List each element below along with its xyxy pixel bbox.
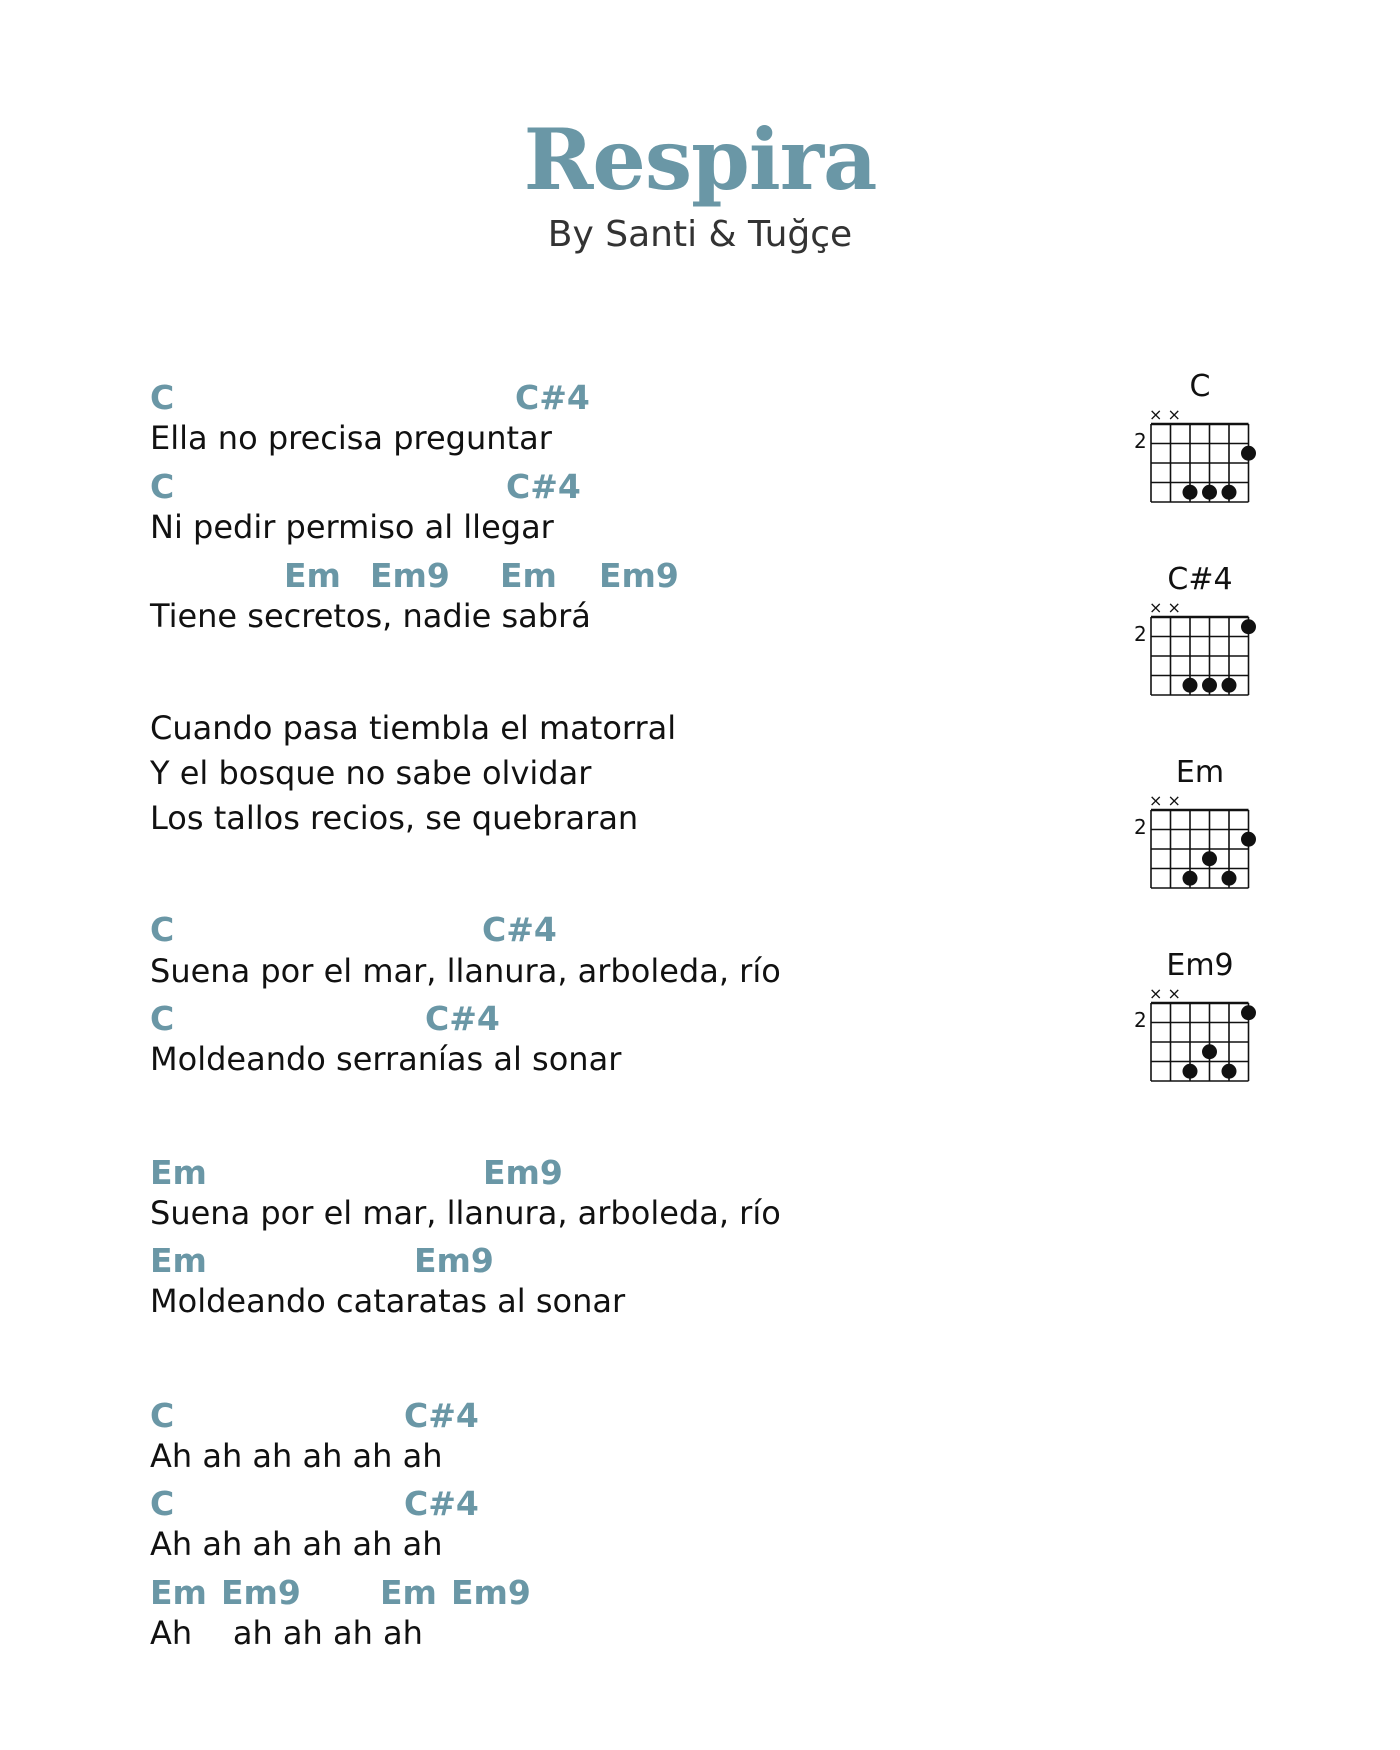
chord-label: Em — [500, 556, 557, 595]
fretboard-icon — [1120, 983, 1280, 1119]
chord-label: Em — [150, 1153, 207, 1192]
chord-label: C#4 — [404, 1396, 479, 1435]
lyric-line: Ah ah ah ah ah — [150, 1614, 423, 1652]
chord-label: C#4 — [482, 910, 557, 949]
song-title: Respira — [523, 110, 877, 209]
lyric-line: Ni pedir permiso al llegar — [150, 508, 554, 546]
song-author: By Santi & Tuğçe — [547, 214, 853, 255]
lyric-line: Los tallos recios, se quebraran — [150, 799, 639, 837]
fret-number: 2 — [1134, 429, 1147, 453]
chord-diagram-c — [1120, 370, 1280, 540]
lyric-line: Ah ah ah ah ah ah — [150, 1437, 443, 1475]
lyrics-sheet — [150, 0, 1050, 1750]
finger-dot — [1222, 1064, 1237, 1079]
diagram-title: C#4 — [1167, 562, 1233, 597]
lyric-line: Y el bosque no sabe olvidar — [150, 754, 592, 792]
fret-number: 2 — [1134, 1008, 1147, 1032]
finger-dot — [1241, 619, 1256, 634]
fret-number: 2 — [1134, 622, 1147, 646]
diagram-title: C — [1189, 369, 1211, 404]
fret-number: 2 — [1134, 815, 1147, 839]
chord-diagram-em — [1120, 756, 1280, 926]
muted-strings-mark: × × — [1149, 598, 1181, 617]
chord-label: C#4 — [425, 999, 500, 1038]
finger-dot — [1202, 1044, 1217, 1059]
finger-dot — [1183, 485, 1198, 500]
fretboard-icon — [1120, 597, 1280, 733]
chord-label: Em9 — [451, 1573, 531, 1612]
fretboard-icon — [1120, 790, 1280, 926]
chord-label: Em9 — [370, 556, 450, 595]
chord-label: Em9 — [221, 1573, 301, 1612]
lyric-line: Cuando pasa tiembla el matorral — [150, 709, 677, 747]
muted-strings-mark: × × — [1149, 791, 1181, 810]
chord-label: C — [150, 1396, 175, 1435]
chord-label: Em — [284, 556, 341, 595]
chord-label: C — [150, 999, 175, 1038]
finger-dot — [1183, 871, 1198, 886]
chord-label: C — [150, 378, 175, 417]
fretboard-icon — [1120, 404, 1280, 540]
chord-label: Em — [150, 1573, 207, 1612]
finger-dot — [1202, 485, 1217, 500]
finger-dot — [1241, 1005, 1256, 1020]
chord-diagram-em9 — [1120, 949, 1280, 1119]
muted-strings-mark: × × — [1149, 984, 1181, 1003]
finger-dot — [1202, 851, 1217, 866]
lyric-line: Suena por el mar, llanura, arboleda, río — [150, 1194, 781, 1232]
diagram-title: Em — [1175, 755, 1225, 790]
chord-label: Em — [380, 1573, 437, 1612]
finger-dot — [1222, 871, 1237, 886]
finger-dot — [1241, 832, 1256, 847]
diagram-title: Em9 — [1166, 948, 1234, 983]
lyric-line: Ah ah ah ah ah ah — [150, 1525, 443, 1563]
lyric-line: Suena por el mar, llanura, arboleda, río — [150, 952, 781, 990]
chord-label: Em — [150, 1241, 207, 1280]
finger-dot — [1183, 1064, 1198, 1079]
lyric-line: Moldeando cataratas al sonar — [150, 1282, 626, 1320]
chord-label: Em9 — [599, 556, 679, 595]
muted-strings-mark: × × — [1149, 405, 1181, 424]
chord-label: C — [150, 910, 175, 949]
chord-label: C — [150, 467, 175, 506]
lyric-line: Tiene secretos, nadie sabrá — [150, 597, 591, 635]
chord-label: C — [150, 1484, 175, 1523]
chord-label: C#4 — [506, 467, 581, 506]
lyric-line: Moldeando serranías al sonar — [150, 1040, 622, 1078]
chord-label: Em9 — [483, 1153, 563, 1192]
finger-dot — [1183, 678, 1198, 693]
finger-dot — [1222, 678, 1237, 693]
finger-dot — [1222, 485, 1237, 500]
chord-label: C#4 — [404, 1484, 479, 1523]
chord-label: C#4 — [515, 378, 590, 417]
finger-dot — [1202, 678, 1217, 693]
lyric-line: Ella no precisa preguntar — [150, 419, 552, 457]
chord-label: Em9 — [414, 1241, 494, 1280]
chord-diagrams — [1120, 370, 1280, 1130]
finger-dot — [1241, 446, 1256, 461]
chord-diagram-c-sharp-4 — [1120, 563, 1280, 733]
